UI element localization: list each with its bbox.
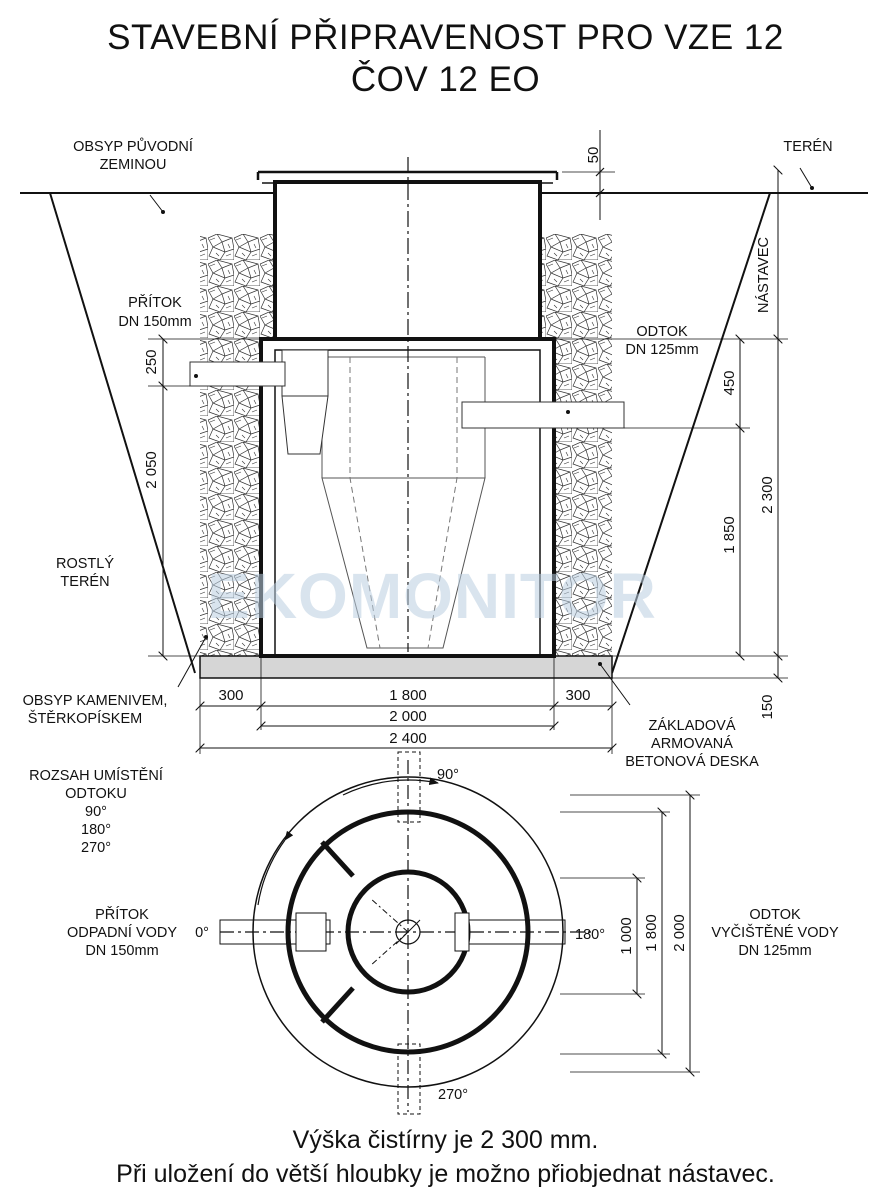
dim-50: 50 [585,146,602,164]
label-rostly-teren-2: TERÉN [60,574,110,590]
label-odtok-top-2: DN 125mm [625,342,699,358]
footer-note-height: Výška čistírny je 2 300 mm. [292,1126,599,1154]
label-rozsah-2: ODTOKU [65,786,127,802]
drawing-title-line-2: ČOV 12 EO [350,60,541,99]
label-obsyp-kamenivem-2: ŠTĚRKOPÍSKEM [27,711,143,727]
label-pritok-top-2: DN 150mm [118,314,192,330]
dim-250: 250 [143,349,160,375]
label-nastavec: NÁSTAVEC [756,236,772,314]
label-zakladova-2: ARMOVANÁ [651,736,733,752]
outlet-pipe [462,402,624,428]
label-odtok-plan-3: DN 125mm [738,943,812,959]
label-obsyp-puvodni-2: ZEMINOU [99,157,167,173]
label-pritok-plan-2: ODPADNÍ VODY [66,925,178,941]
label-zakladova-1: ZÁKLADOVÁ [648,718,736,734]
label-zakladova-3: BETONOVÁ DESKA [625,754,759,770]
label-pritok-plan-1: PŘÍTOK [95,907,149,923]
plan-dim-1800: 1 800 [643,914,660,952]
label-obsyp-kamenivem-1: OBSYP KAMENIVEM, [22,693,168,709]
label-rozsah-1: ROZSAH UMÍSTĚNÍ [29,768,163,784]
dim-1850: 1 850 [721,516,738,554]
label-obsyp-puvodni-1: OBSYP PŮVODNÍ [73,139,193,155]
dim-2050: 2 050 [143,451,160,489]
plan-dim-2000: 2 000 [671,914,688,952]
label-rostly-teren-1: ROSTLÝ [55,556,115,572]
dim-2000: 2 000 [389,708,427,725]
dim-450: 450 [721,370,738,396]
dim-150: 150 [759,694,776,720]
label-pritok-top-1: PŘÍTOK [128,295,182,311]
footer-note-extension: Při uložení do větší hloubky je možno přiobjednat nástavec. [116,1160,775,1188]
label-angle-0: 0° [195,925,209,941]
drawing-title-line-1: STAVEBNÍ PŘIPRAVENOST PRO VZE 12 [107,18,784,57]
label-teren: TERÉN [783,139,833,155]
label-odtok-plan-1: ODTOK [749,907,801,923]
label-pritok-plan-3: DN 150mm [85,943,159,959]
label-odtok-plan-2: VYČIŠTĚNÉ VODY [711,925,839,941]
watermark: EKOMONITOR [207,560,657,632]
label-odtok-top-1: ODTOK [636,324,688,340]
plan-dim-1000: 1 000 [618,917,635,955]
label-rozsah-5: 270° [81,840,111,856]
label-rozsah-4: 180° [81,822,111,838]
foundation-slab [200,656,612,678]
label-angle-90: 90° [437,767,459,783]
label-angle-270: 270° [438,1087,468,1103]
label-rozsah-3: 90° [85,804,107,820]
inlet-pipe [190,362,285,386]
dim-2300: 2 300 [759,476,776,514]
excavation-slope-left [50,193,195,673]
label-angle-180: 180° [575,927,605,943]
section-view [20,130,868,754]
dim-1800: 1 800 [389,687,427,704]
dim-300-left: 300 [218,687,244,704]
dim-300-right: 300 [565,687,591,704]
dim-2400: 2 400 [389,730,427,747]
